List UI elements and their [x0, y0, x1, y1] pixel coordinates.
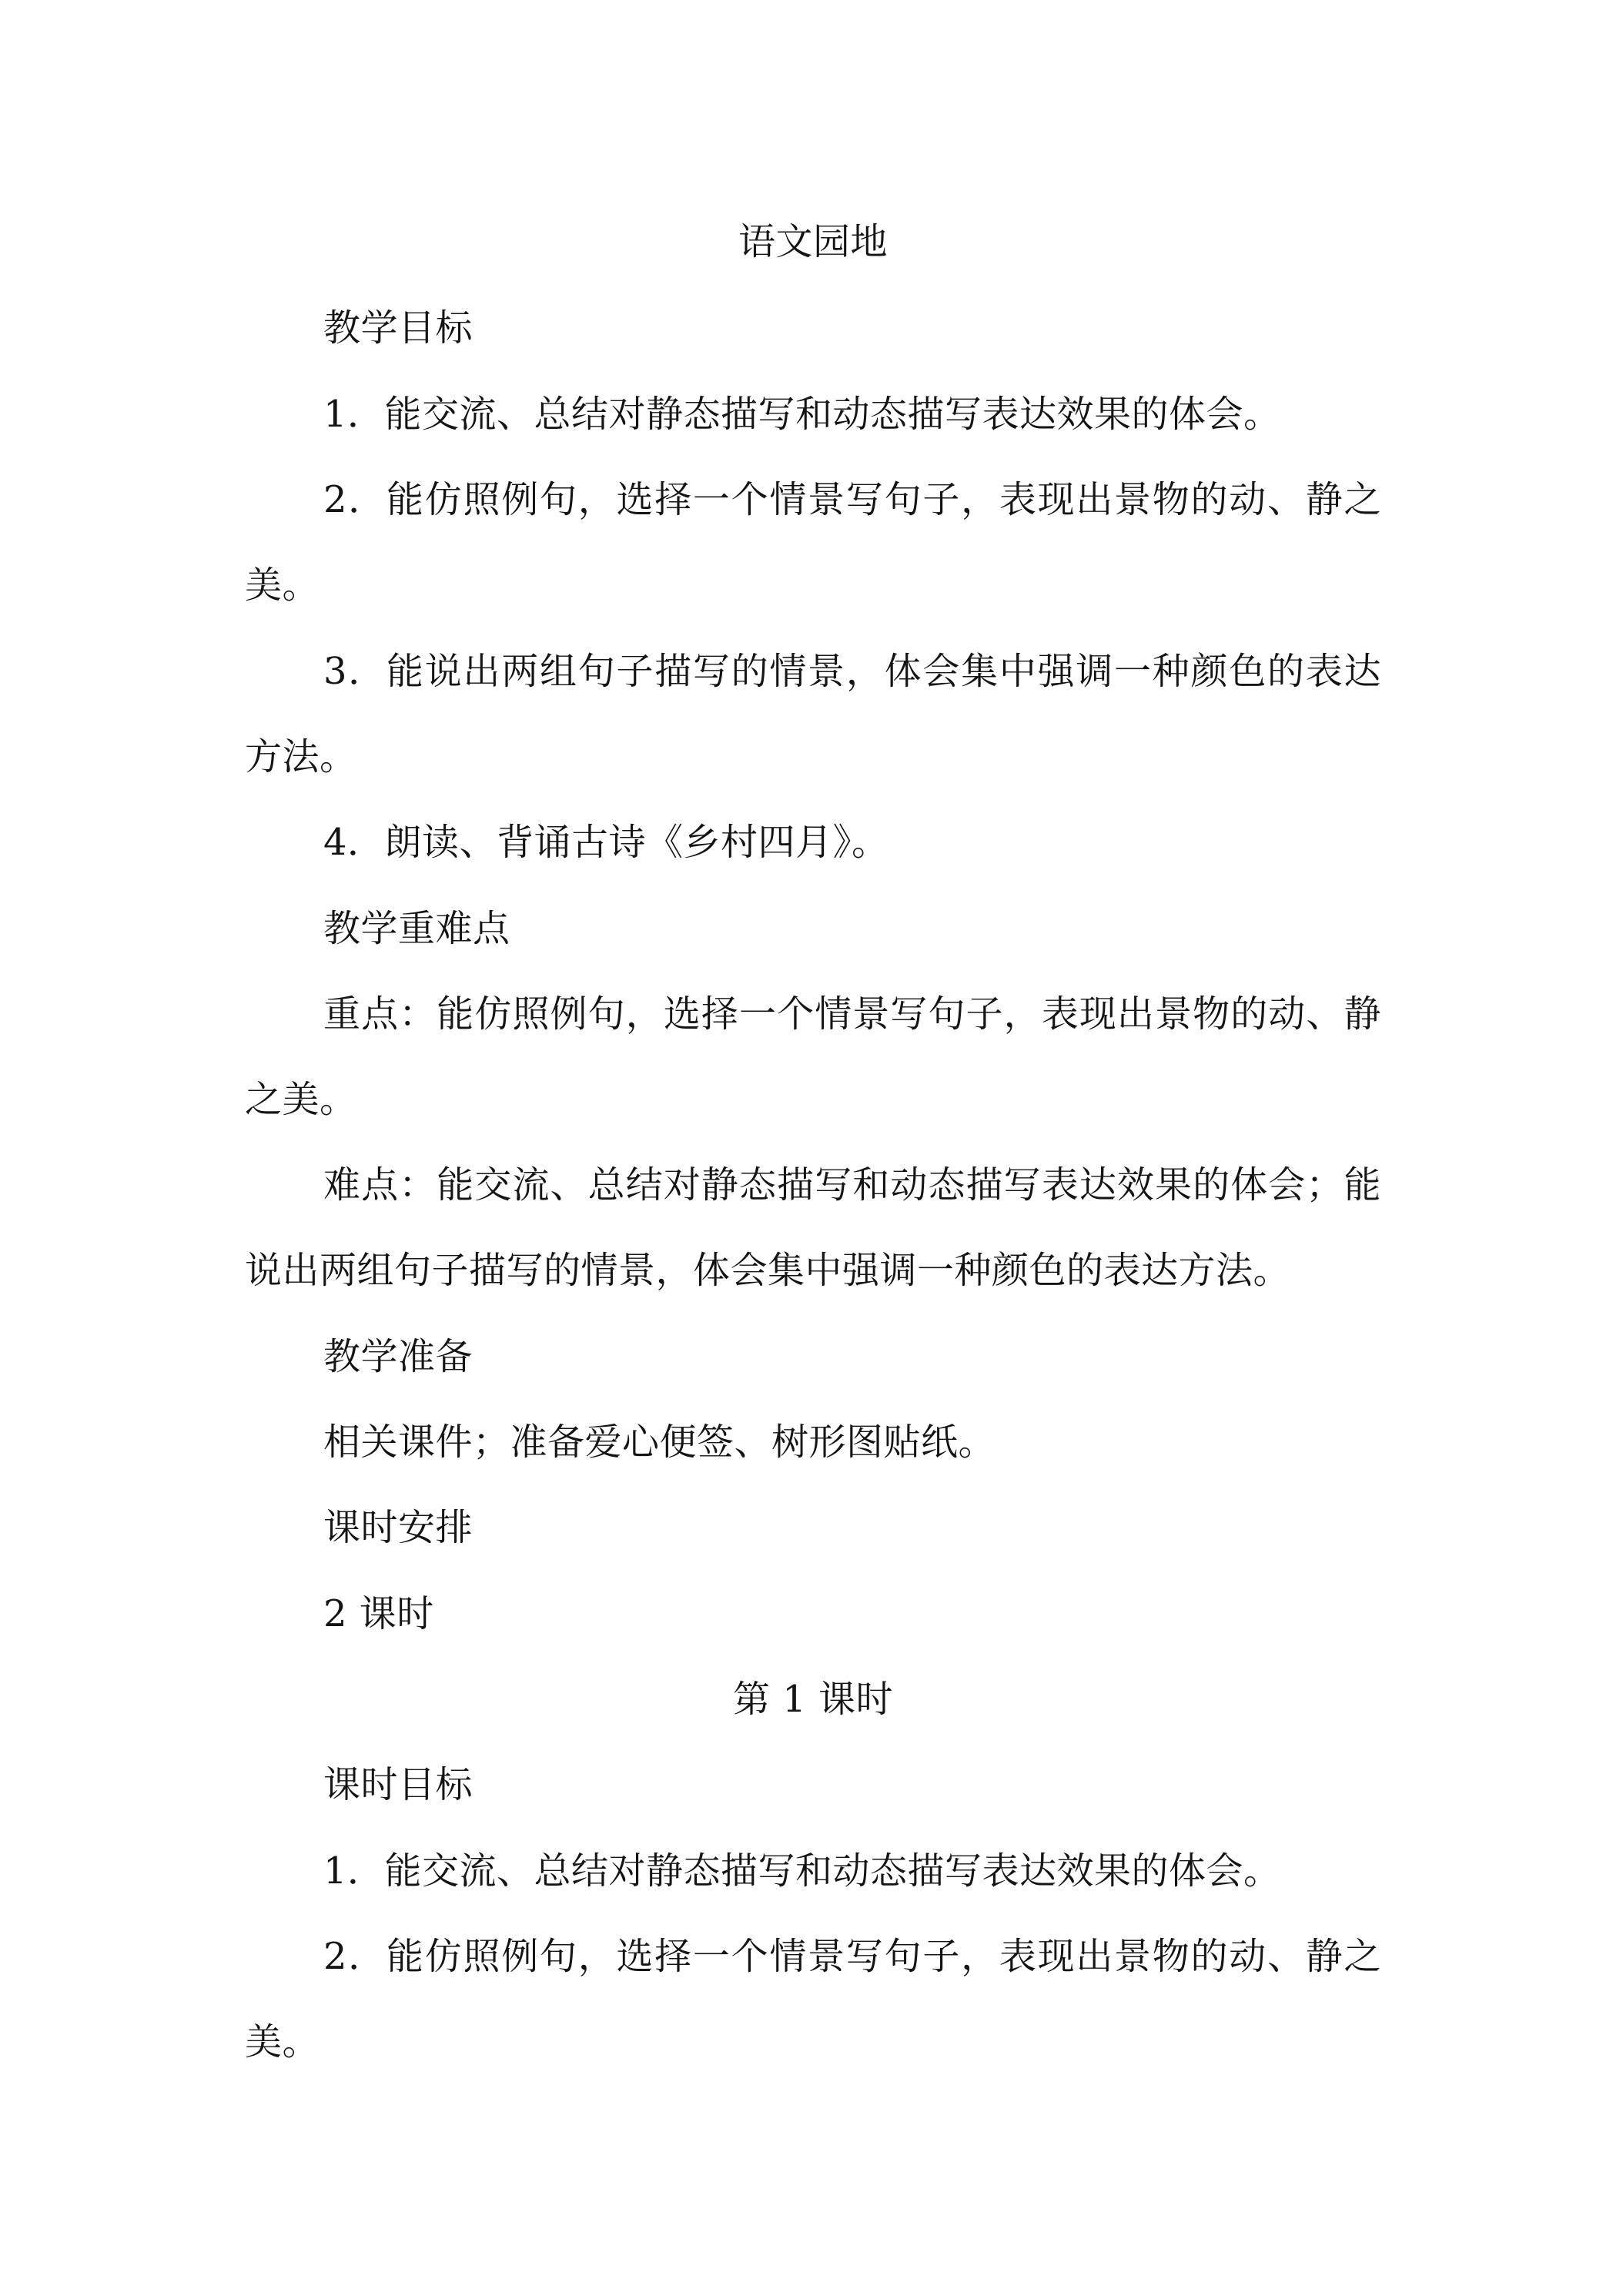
keypoint-line-2: 之美。	[245, 1078, 357, 1121]
lesson-objective-2-line-1: 2．能仿照例句，选择一个情景写句子，表现出景物的动、静之	[323, 1935, 1381, 1978]
lesson-objectives-heading: 课时目标	[323, 1763, 474, 1806]
keypoints-heading: 教学重难点	[323, 907, 510, 950]
schedule-heading: 课时安排	[323, 1506, 474, 1549]
preparation-text: 相关课件；准备爱心便签、树形图贴纸。	[323, 1421, 996, 1464]
lesson-objective-1: 1．能交流、总结对静态描写和动态描写表达效果的体会。	[323, 1849, 1281, 1893]
difficulty-line-2: 说出两组句子描写的情景，体会集中强调一种颜色的表达方法。	[245, 1249, 1291, 1292]
objective-3-line-2: 方法。	[245, 735, 357, 778]
objective-1: 1．能交流、总结对静态描写和动态描写表达效果的体会。	[323, 393, 1281, 436]
objective-2-line-1: 2．能仿照例句，选择一个情景写句子，表现出景物的动、静之	[323, 478, 1381, 521]
lesson-objective-2-line-2: 美。	[245, 2020, 320, 2063]
difficulty-line-1: 难点：能交流、总结对静态描写和动态描写表达效果的体会；能	[323, 1163, 1381, 1207]
lesson-1-title: 第 1 课时	[732, 1678, 894, 1721]
objectives-heading: 教学目标	[323, 306, 474, 350]
objective-3-line-1: 3．能说出两组句子描写的情景，体会集中强调一种颜色的表达	[323, 650, 1381, 693]
objective-4: 4．朗读、背诵古诗《乡村四月》。	[323, 821, 889, 864]
schedule-text: 2 课时	[323, 1592, 434, 1635]
document-title: 语文园地	[738, 220, 888, 263]
objective-2-line-2: 美。	[245, 564, 320, 607]
preparation-heading: 教学准备	[323, 1335, 474, 1378]
keypoint-line-1: 重点：能仿照例句，选择一个情景写句子，表现出景物的动、静	[323, 992, 1381, 1036]
